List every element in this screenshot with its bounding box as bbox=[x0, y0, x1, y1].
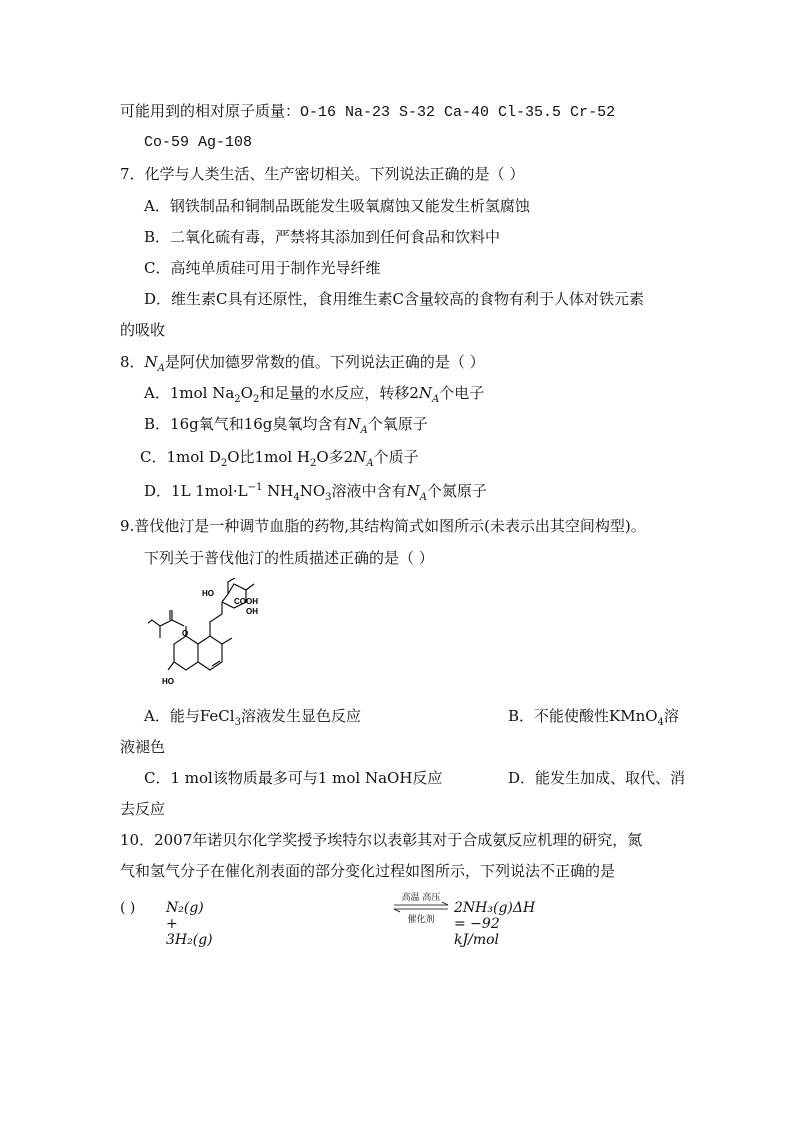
atomic-mass-values: O-16 Na-23 S-32 Ca-40 Cl-35.5 Cr-52 bbox=[300, 104, 616, 121]
q7-option-a: A．钢铁制品和铜制品既能发生吸氧腐蚀又能发生析氢腐蚀 bbox=[144, 197, 530, 215]
q10-stem-line-1: 10．2007年诺贝尔化学奖授予埃特尔以表彰其对于合成氨反应机理的研究，氮 bbox=[120, 831, 643, 849]
label-oh: OH bbox=[246, 607, 258, 616]
atomic-mass-line-2: Co-59 Ag-108 bbox=[144, 134, 253, 151]
q7-stem: 7．化学与人类生活、生产密切相关。下列说法正确的是（ ） bbox=[120, 165, 525, 183]
q8-option-a: A．1mol $Na_2O_2$和足量的水反应，转移$2N_A$个电子 bbox=[144, 384, 485, 405]
q9-option-b: B．不能使酸性KMnO$_4$溶 bbox=[508, 707, 679, 728]
q8-option-b: B．16g氧气和16g臭氧均含有$N_A$个氧原子 bbox=[144, 415, 428, 436]
q9-option-d-cont: 去反应 bbox=[120, 800, 166, 818]
reversible-arrow bbox=[392, 890, 450, 924]
label-o: O bbox=[182, 629, 189, 638]
label-ho-bottom: HO bbox=[162, 677, 174, 686]
q9-option-c: C．1 mol该物质最多可与1 mol NaOH反应 bbox=[144, 769, 443, 787]
equation-lhs: N₂(g) + 3H₂(g) bbox=[166, 900, 213, 948]
atomic-mass-label: 可能用到的相对原子质量： bbox=[120, 102, 301, 120]
q8-option-c: C．1mol $D_2O$比1mol $H_2O$多$2N_A$个质子 bbox=[140, 448, 419, 469]
q7-option-d: D．维生素C具有还原性，食用维生素C含量较高的食物有利于人体对铁元素 bbox=[144, 290, 644, 308]
q9-stem-line-1: 9.普伐他汀是一种调节血脂的药物,其结构简式如图所示(未表示出其空间构型)。 bbox=[120, 517, 646, 535]
equation-rhs: 2NH₃(g)ΔH = −92 kJ/mol bbox=[454, 900, 536, 948]
condition-bottom: 催化剂 bbox=[407, 915, 435, 925]
q9-option-a: A．能与FeCl$_3$溶液发生显色反应 bbox=[144, 707, 361, 728]
q9-stem-line-2: 下列关于普伐他汀的性质描述正确的是（ ） bbox=[144, 549, 434, 567]
q8-option-d: D．1L $1mol\cdot L^{-1}$ $NH_4NO_3$溶液中含有$N_A$个氮原子 bbox=[144, 482, 487, 503]
q9-option-d: D．能发生加成、取代、消 bbox=[508, 769, 686, 787]
pravastatin-structure bbox=[148, 578, 298, 696]
condition-top: 高温 高压 bbox=[401, 893, 441, 903]
answer-blank: ( ) bbox=[120, 900, 136, 916]
q7-option-b: B．二氧化硫有毒，严禁将其添加到任何食品和饮料中 bbox=[144, 228, 501, 246]
label-ho-top: HO bbox=[202, 589, 214, 598]
atomic-mass-line-1 bbox=[120, 101, 615, 123]
label-cooh: COOH bbox=[234, 597, 258, 606]
q9-option-b-cont: 液褪色 bbox=[120, 738, 166, 756]
q10-stem-line-2: 气和氢气分子在催化剂表面的部分变化过程如图所示，下列说法不正确的是 bbox=[120, 862, 616, 880]
q7-option-d-cont: 的吸收 bbox=[120, 321, 166, 339]
q8-stem: 8．$N_A$是阿伏加德罗常数的值。下列说法正确的是（ ） bbox=[120, 353, 485, 374]
q7-option-c: C．高纯单质硅可用于制作光导纤维 bbox=[144, 259, 381, 277]
